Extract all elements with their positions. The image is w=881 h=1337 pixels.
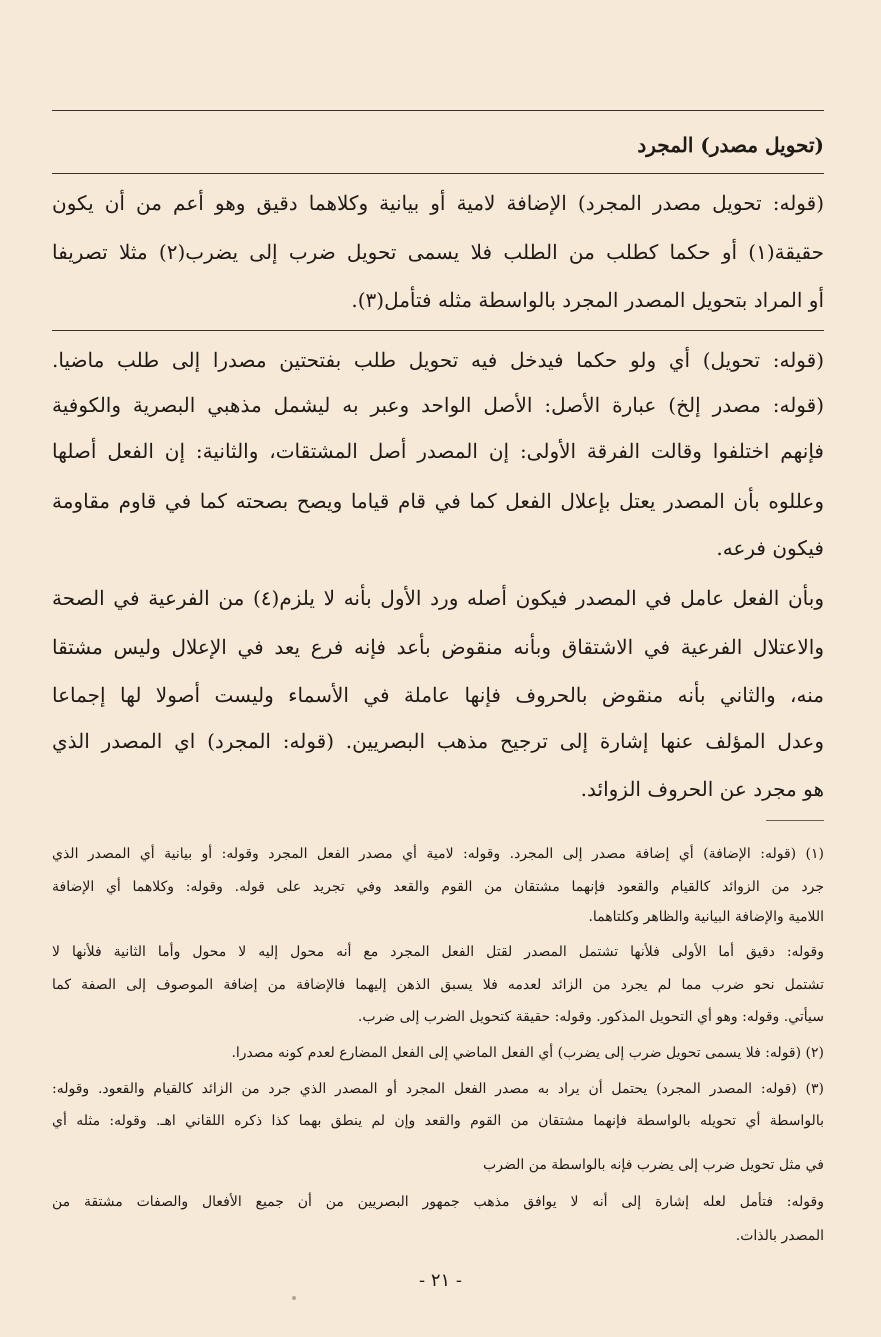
footnote-line: وقوله: دقيق أما الأولى فلأنها تشتمل المصدر لقتل الفعل المجرد مع أنه محول إليه لا محول وأما الثانية فلأنها لا	[52, 944, 824, 960]
section-rule	[52, 330, 824, 331]
footnote-line: (١) (قوله: الإضافة) أي إضافة مصدر إلى المجرد. وقوله: لامية أي مصدر الفعل المجرد وقوله: أو بيانية أي المصدر الذي	[52, 846, 824, 862]
text-line: وبأن الفعل عامل في المصدر فيكون أصله ورد الأول بأنه لا يلزم(٤) من الفرعية في الصحة	[52, 586, 824, 610]
text-line: (قوله: تحويل) أي ولو حكما فيدخل فيه تحويل طلب بفتحتين مصدرا إلى طلب ماضيا.	[52, 348, 824, 372]
text-line: فيكون فرعه.	[716, 536, 824, 560]
footnote-line: اللامية والإضافة البيانية والظاهر وكلتاهما.	[588, 909, 824, 925]
footnote-line: وقوله: فتأمل لعله إشارة إلى أنه لا يوافق مذهب جمهور البصريين من أن جميع الأفعال والصفات مشتقة من	[52, 1194, 824, 1210]
footnote-line: في مثل تحويل ضرب إلى يضرب فإنه بالواسطة من الضرب	[483, 1157, 824, 1173]
text-line: فإنهم اختلفوا وقالت الفرقة الأولى: إن المصدر أصل المشتقات، والثانية: إن الفعل أصلها	[52, 439, 824, 463]
text-line: حقيقة(١) أو حكما كطلب من الطلب فلا يسمى تحويل ضرب إلى يضرب(٢) مثلا تصريفا	[52, 240, 824, 264]
text-line: وعللوه بأن المصدر يعتل بإعلال الفعل كما في قام قياما ويصح بصحته كما في قاوم مقاومة	[52, 489, 824, 513]
text-line: والاعتلال الفرعية في الاشتقاق وبأنه منقوض بأعد فإنه فرع يعد في الإعلال وليس مشتقا	[52, 635, 824, 659]
paper-speck	[292, 1296, 296, 1300]
text-line: منه، والثاني بأنه منقوض بالحروف فإنها عاملة في الأسماء وليست أصولا لها إجماعا	[52, 683, 824, 707]
top-rule	[52, 110, 824, 111]
footnote-separator	[766, 820, 824, 821]
footnote-line: تشتمل نحو ضرب مما لم يجرد من الزائد لعدمه فلا يسبق الذهن إليهما فالإضافة من إضافة الموصوف إلى الصفة كما	[52, 977, 824, 993]
section-heading: (تحويل مصدر) المجرد	[637, 133, 824, 157]
text-line: وعدل المؤلف عنها إشارة إلى ترجيح مذهب البصريين. (قوله: المجرد) اي المصدر الذي	[52, 729, 824, 753]
footnote-line: جرد من الزوائد كالقيام والقعود فإنهما مشتقان من القوم والقعد وفي تجريد على قوله. وقوله: وكلاهما أي الإضافة	[52, 879, 824, 895]
heading-rule	[52, 173, 824, 174]
footnote-line: سيأتي. وقوله: وهو أي التحويل المذكور. وقوله: حقيقة كتحويل الضرب إلى ضرب.	[357, 1009, 824, 1025]
footnote-line: بالواسطة أي تحويله بالواسطة فإنهما مشتقان من القوم والقعد وإن لم ينطق بهما كذا ذكره اللقاني اهـ. وقوله: مثله أي	[52, 1113, 824, 1129]
text-line: (قوله: مصدر إلخ) عبارة الأصل: الأصل الواحد وعبر به ليشمل مذهبي البصرية والكوفية	[52, 393, 824, 417]
page-number: - ٢١ -	[419, 1270, 462, 1291]
footnote-line: المصدر بالذات.	[735, 1228, 824, 1244]
footnote-line: (٢) (قوله: فلا يسمى تحويل ضرب إلى يضرب) أي الفعل الماضي إلى الفعل المضارع لعدم كونه مصدرا.	[231, 1045, 824, 1061]
text-line: أو المراد بتحويل المصدر المجرد بالواسطة مثله فتأمل(٣).	[351, 288, 824, 312]
text-line: هو مجرد عن الحروف الزوائد.	[580, 777, 824, 801]
footnote-line: (٣) (قوله: المصدر المجرد) يحتمل أن يراد به مصدر الفعل المجرد أو المصدر الذي جرد من الزائد كالقيام والقعود. وقوله:	[52, 1081, 824, 1097]
text-line: (قوله: تحويل مصدر المجرد) الإضافة لامية أو بيانية وكلاهما دقيق وهو أعم من أن يكون	[52, 191, 824, 215]
